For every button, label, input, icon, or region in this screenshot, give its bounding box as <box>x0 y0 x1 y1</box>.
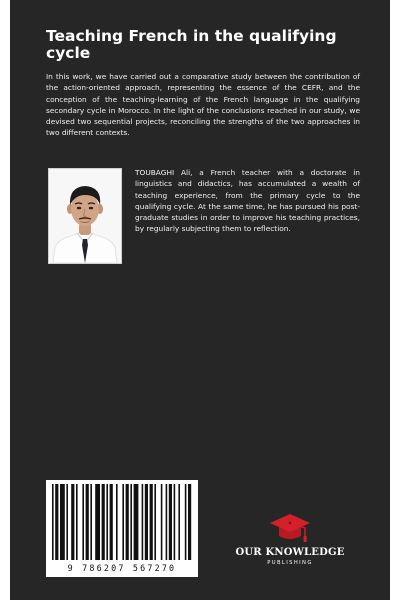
barcode-bar <box>122 484 124 560</box>
barcode-bar <box>110 484 113 560</box>
barcode-bar <box>145 484 148 560</box>
barcode-bar <box>55 484 58 560</box>
barcode-bar <box>116 484 118 560</box>
barcode-bars <box>46 480 198 562</box>
barcode-bar <box>161 484 163 560</box>
barcode-bar <box>71 484 74 560</box>
book-title: Teaching French in the qualifying cycle <box>46 27 337 62</box>
barcode-bar <box>174 484 176 560</box>
barcode-bar <box>166 484 168 560</box>
barcode-bar <box>76 484 78 560</box>
barcode-bar <box>188 484 191 560</box>
book-back-cover <box>10 0 390 600</box>
barcode-bar <box>95 484 100 560</box>
isbn-barcode <box>46 480 198 577</box>
barcode-bar <box>130 484 132 560</box>
barcode-bar <box>102 484 105 560</box>
author-biography: TOUBAGHI Ali, a French teacher with a doctorate in linguistics and didactics, has accumulated a wealth of teaching experience, from the primary cycle to the qualifying cycle. At the same time, he has pursued his post-graduate studies in order to improve his teaching practices, by regularly subjecting them to reflection. <box>135 168 360 234</box>
barcode-bar <box>126 484 129 560</box>
barcode-bar <box>60 484 65 560</box>
publisher-subtitle: PUBLISHING <box>267 560 313 566</box>
author-photo <box>48 168 122 264</box>
barcode-bar <box>154 484 156 560</box>
barcode-bar <box>169 484 172 560</box>
barcode-bar <box>134 484 139 560</box>
author-portrait-image <box>49 169 121 263</box>
book-abstract: In this work, we have carried out a comparative study between the contribution of the action-oriented approach, representing the essence of the CEFR, and the conception of the teaching-learning of the French language in the qualifying secondary cycle in Morocco. In the light of the conclusions reached in our study, we devised two sequential projects, reconciling the strengths of the two approaches in two different contexts. <box>46 72 360 138</box>
barcode-bar <box>150 484 153 560</box>
barcode-bar <box>66 484 68 560</box>
barcode-bar <box>178 484 180 560</box>
graduation-cap-icon <box>269 510 311 544</box>
barcode-bar <box>90 484 92 560</box>
barcode-bar <box>142 484 144 560</box>
barcode-bar <box>86 484 89 560</box>
barcode-bar <box>106 484 108 560</box>
barcode-bar <box>185 484 187 560</box>
barcode-bar <box>82 484 84 560</box>
publisher-logo <box>230 510 350 570</box>
barcode-bar <box>52 484 54 560</box>
isbn-number: 9 786207 567270 <box>67 563 177 573</box>
publisher-name: OUR KNOWLEDGE <box>235 547 345 558</box>
